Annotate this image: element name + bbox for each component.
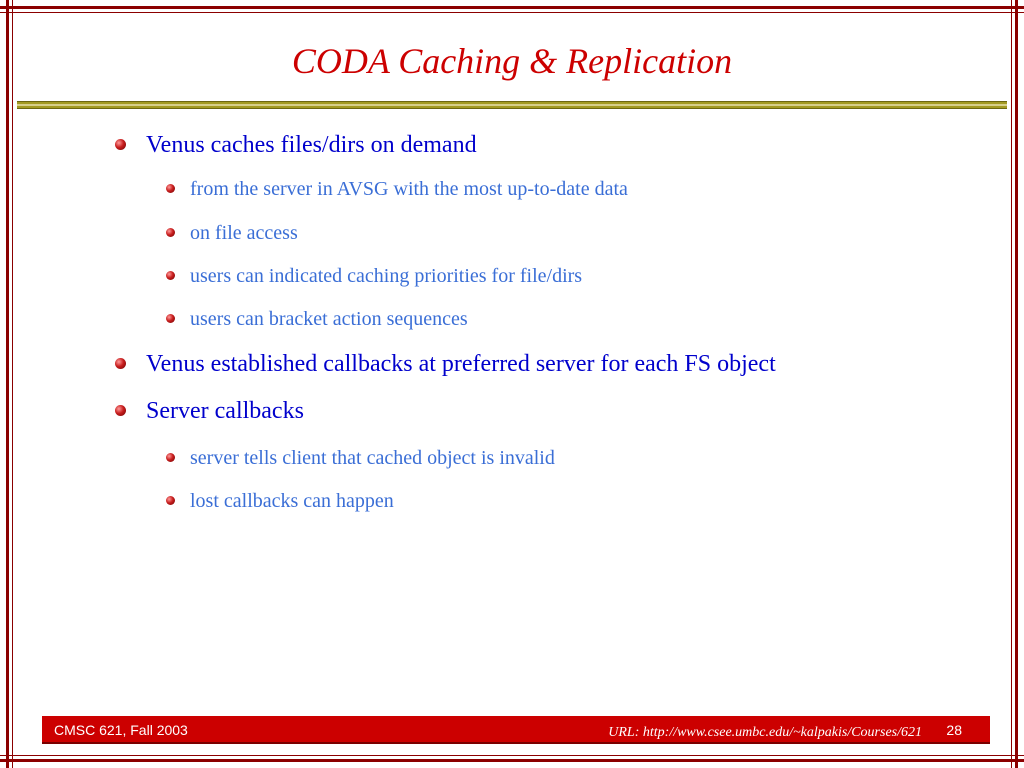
sub-bullet-item: [166, 447, 555, 470]
red-sphere-bullet-icon: [166, 314, 175, 323]
page-number: 28: [946, 722, 962, 738]
frame-top-outer: [0, 6, 1024, 9]
red-sphere-bullet-icon: [115, 139, 126, 150]
bullet-item: [115, 398, 304, 425]
bullet-text: Venus caches files/dirs on demand: [146, 132, 477, 158]
sub-bullet-item: [166, 222, 298, 245]
sub-bullet-text: users can indicated caching priorities for file/dirs: [190, 265, 583, 287]
bullet-item: [115, 351, 776, 378]
sub-bullet-text: server tells client that cached object is invalid: [190, 447, 555, 469]
frame-bottom-outer: [0, 759, 1024, 762]
frame-right-outer: [1015, 0, 1018, 768]
red-sphere-bullet-icon: [115, 405, 126, 416]
red-sphere-bullet-icon: [166, 496, 175, 505]
bullet-text: Server callbacks: [146, 398, 304, 424]
bullet-item: [115, 132, 477, 159]
frame-top-inner: [0, 12, 1024, 13]
sub-bullet-item: [166, 308, 468, 331]
footer-course: CMSC 621, Fall 2003: [54, 722, 188, 738]
frame-right-inner: [1011, 0, 1012, 768]
title-divider: [17, 101, 1007, 109]
sub-bullet-item: [166, 490, 394, 513]
red-sphere-bullet-icon: [115, 358, 126, 369]
bullet-text: Venus established callbacks at preferred server for each FS object: [146, 351, 776, 377]
sub-bullet-text: from the server in AVSG with the most up-to-date data: [190, 178, 628, 200]
sub-bullet-item: [166, 178, 628, 201]
sub-bullet-text: on file access: [190, 222, 298, 244]
footer-url: URL: http://www.csee.umbc.edu/~kalpakis/Courses/621: [608, 725, 922, 740]
frame-left-inner: [12, 0, 13, 768]
slide-title: CODA Caching & Replication: [291, 41, 733, 81]
red-sphere-bullet-icon: [166, 271, 175, 280]
red-sphere-bullet-icon: [166, 228, 175, 237]
frame-left-outer: [6, 0, 9, 768]
sub-bullet-text: users can bracket action sequences: [190, 308, 468, 330]
frame-bottom-inner: [0, 755, 1024, 756]
sub-bullet-item: [166, 265, 582, 288]
red-sphere-bullet-icon: [166, 184, 175, 193]
footer-bar: [42, 716, 990, 744]
sub-bullet-text: lost callbacks can happen: [190, 490, 394, 512]
red-sphere-bullet-icon: [166, 453, 175, 462]
